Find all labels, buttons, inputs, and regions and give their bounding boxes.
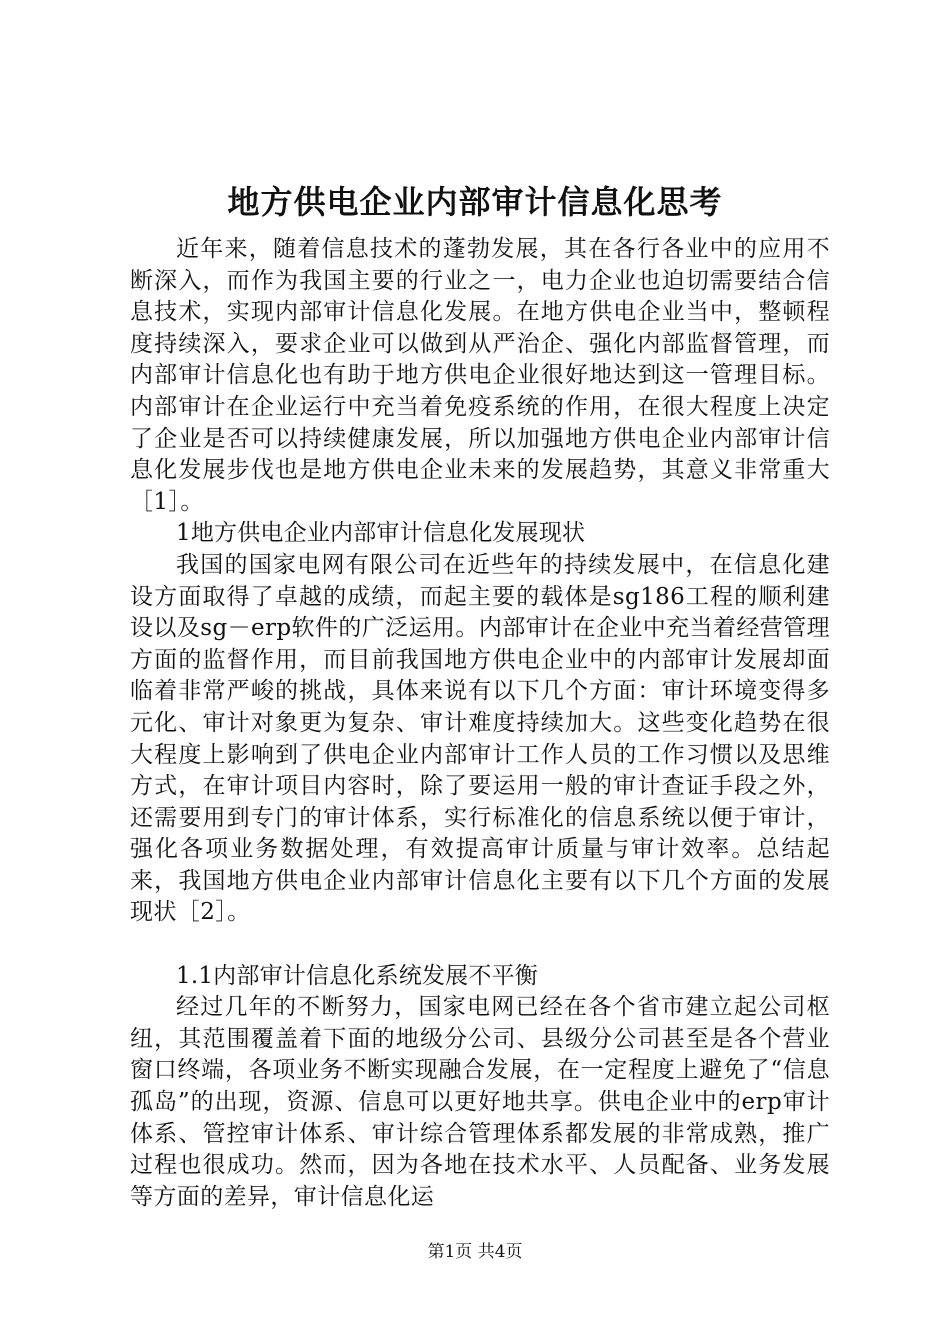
paragraph-status: 我国的国家电网有限公司在近些年的持续发展中，在信息化建设方面取得了卓越的成绩，而起主要的载体是sg186工程的顺利建设以及sg－erp软件的广泛运用。内部审计在企业中充当着经营管理方面的监督作用，而目前我国地方供电企业中的内部审计发展却面临着非常严峻的挑战，具体来说有以下几个方面：审计环境变得多元化、审计对象更为复杂、审计难度持续加大。这些变化趋势在很大程度上影响到了供电企业内部审计工作人员的工作习惯以及思维方式，在审计项目内容时，除了要运用一般的审计查证手段之外，还需要用到专门的审计体系，实行标准化的信息系统以便于审计，强化各项业务数据处理，有效提高审计质量与审计效率。总结起来，我国地方供电企业内部审计信息化主要有以下几个方面的发展现状［2］。	[130, 551, 830, 926]
document-title: 地方供电企业内部审计信息化思考	[227, 183, 723, 221]
document-body	[130, 234, 830, 1213]
paragraph-intro: 近年来，随着信息技术的蓬勃发展，其在各行各业中的应用不断深入，而作为我国主要的行业之一，电力企业也迫切需要结合信息技术，实现内部审计信息化发展。在地方供电企业当中，整顿程度持续深入，要求企业可以做到从严治企、强化内部监督管理，而内部审计信息化也有助于地方供电企业很好地达到这一管理目标。内部审计在企业运行中充当着免疫系统的作用，在很大程度上决定了企业是否可以持续健康发展，所以加强地方供电企业内部审计信息化发展步伐也是地方供电企业未来的发展趋势，其意义非常重大［1］。	[130, 236, 830, 515]
page-footer: 第1页 共4页	[427, 1242, 523, 1262]
blank-line	[130, 929, 830, 961]
paragraph-imbalance: 经过几年的不断努力，国家电网已经在各个省市建立起公司枢纽，其范围覆盖着下面的地级分公司、县级分公司甚至是各个营业窗口终端，各项业务不断实现融合发展，在一定程度上避免了“信息孤岛”的出现，资源、信息可以更好地共享。供电企业中的erp审计体系、管控审计体系、审计综合管理体系都发展的非常成熟，推广过程也很成功。然而，因为各地在技术水平、人员配备、业务发展等方面的差异，审计信息化运	[130, 994, 830, 1210]
section-heading-1: 1地方供电企业内部审计信息化发展现状	[176, 520, 586, 547]
section-heading-1-1: 1.1内部审计信息化系统发展不平衡	[176, 962, 538, 989]
